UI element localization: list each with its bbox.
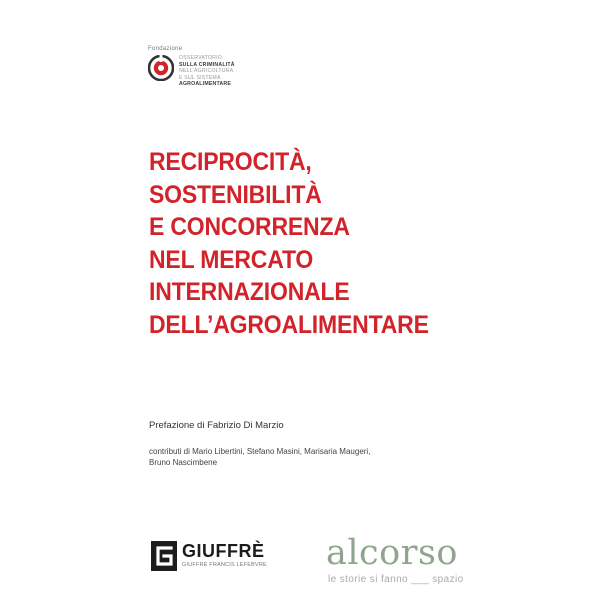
watermark bbox=[326, 533, 496, 585]
logo-row bbox=[148, 55, 268, 88]
logo-line: E SUL SISTEMA bbox=[179, 74, 221, 81]
contributors-line: contributi di Mario Libertini, Stefano Masini, Marisaria Maugeri, bbox=[149, 447, 371, 456]
logo-line: AGROALIMENTARE bbox=[179, 81, 231, 88]
watermark-tagline: le storie si fanno ___ spazio bbox=[328, 574, 464, 585]
title-line: INTERNAZIONALE bbox=[149, 278, 350, 306]
publisher-name: GIUFFRÈ bbox=[182, 541, 265, 561]
publisher-text bbox=[182, 541, 267, 569]
logo-line: OSSERVATORIO bbox=[179, 55, 222, 61]
foundation-logo bbox=[148, 45, 268, 88]
logo-line: SULLA CRIMINALITÀ bbox=[179, 61, 235, 68]
title-line: E CONCORRENZA bbox=[149, 213, 350, 241]
contributors-line: Bruno Nascimbene bbox=[149, 458, 218, 467]
observatory-logo-icon bbox=[148, 55, 174, 81]
contributors-credit bbox=[149, 446, 449, 468]
logo-line: NELL'AGRICOLTURA bbox=[179, 68, 234, 75]
preface-credit: Prefazione di Fabrizio Di Marzio bbox=[149, 420, 284, 431]
foundation-label: Fondazione bbox=[148, 46, 183, 52]
logo-text bbox=[179, 55, 235, 88]
title-line: NEL MERCATO bbox=[149, 245, 314, 274]
giuffre-logo-icon bbox=[151, 541, 177, 571]
title-line: RECIPROCITÀ, bbox=[149, 148, 312, 176]
publisher-subtitle: GIUFFRÈ FRANCIS LEFEBVRE bbox=[182, 562, 267, 568]
publisher-logo bbox=[151, 541, 267, 571]
title-line: DELL’AGROALIMENTARE bbox=[149, 310, 429, 339]
book-title bbox=[149, 146, 453, 341]
title-line: SOSTENIBILITÀ bbox=[149, 180, 322, 209]
watermark-brand: alcorso bbox=[326, 533, 458, 573]
